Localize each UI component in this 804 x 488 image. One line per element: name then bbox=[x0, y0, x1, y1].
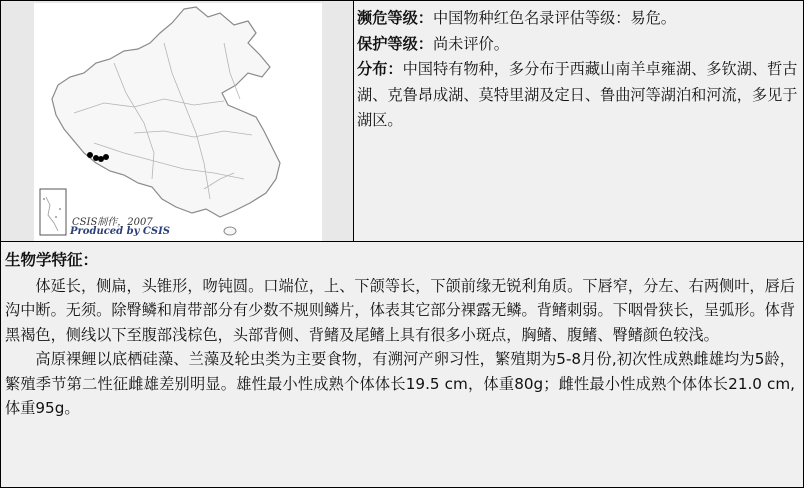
distribution-row bbox=[357, 57, 801, 134]
protection-row bbox=[357, 32, 801, 58]
map-cell bbox=[0, 0, 354, 242]
biology-paragraph-1: 体延长，侧扁，头锥形，吻钝圆。口端位，上、下颌等长，下颌前缘无锐利角质。下唇窄，分左、右两侧叶，唇后沟中断。无须。除臀鳞和肩带部分有少数不规则鳞片，体表其它部分裸露无鳞。背鳍刺弱。下咽骨狭长，呈弧形。体背黑褐色，侧线以下至腹部浅棕色，头部背侧、背鳍及尾鳍上具有很多小斑点，胸鳍、腹鳍、臀鳍颜色较浅。 bbox=[5, 277, 795, 344]
info-cell bbox=[353, 0, 804, 242]
biology-paragraph-2: 高原裸鲤以底栖硅藻、兰藻及轮虫类为主要食物，有溯河产卵习性，繁殖期为5-8月份,初次性成熟雌雄均为5龄，繁殖季节第二性征雌雄差别明显。雄性最小性成熟个体体长19.5 cm，体重80g；雌性最小性成熟个体体长21.0 cm,体重95g。 bbox=[5, 350, 795, 418]
endangered-label: 濒危等级： bbox=[357, 9, 433, 27]
china-map-outline bbox=[34, 3, 322, 241]
biology-title: 生物学特征： bbox=[5, 251, 99, 269]
protection-value: 尚未评价。 bbox=[432, 34, 509, 53]
map-credit-en: Produced by CSIS bbox=[70, 226, 171, 237]
biology-text bbox=[5, 274, 795, 420]
distribution-value: 中国特有物种，多分布于西藏山南羊卓雍湖、多钦湖、哲古湖、克鲁昂成湖、莫特里湖及定日、鲁曲河等湖泊和河流，多见于湖区。 bbox=[357, 60, 798, 129]
info-text bbox=[357, 6, 801, 134]
distribution-label: 分布： bbox=[357, 60, 403, 78]
endangered-value: 中国物种红色名录评估等级：易危。 bbox=[432, 9, 676, 27]
protection-label: 保护等级： bbox=[357, 34, 433, 53]
distribution-map bbox=[34, 3, 322, 241]
biology-cell bbox=[0, 241, 804, 488]
endangered-row bbox=[357, 6, 801, 32]
map-credit-cn: CSIS制作，2007 bbox=[72, 217, 153, 228]
